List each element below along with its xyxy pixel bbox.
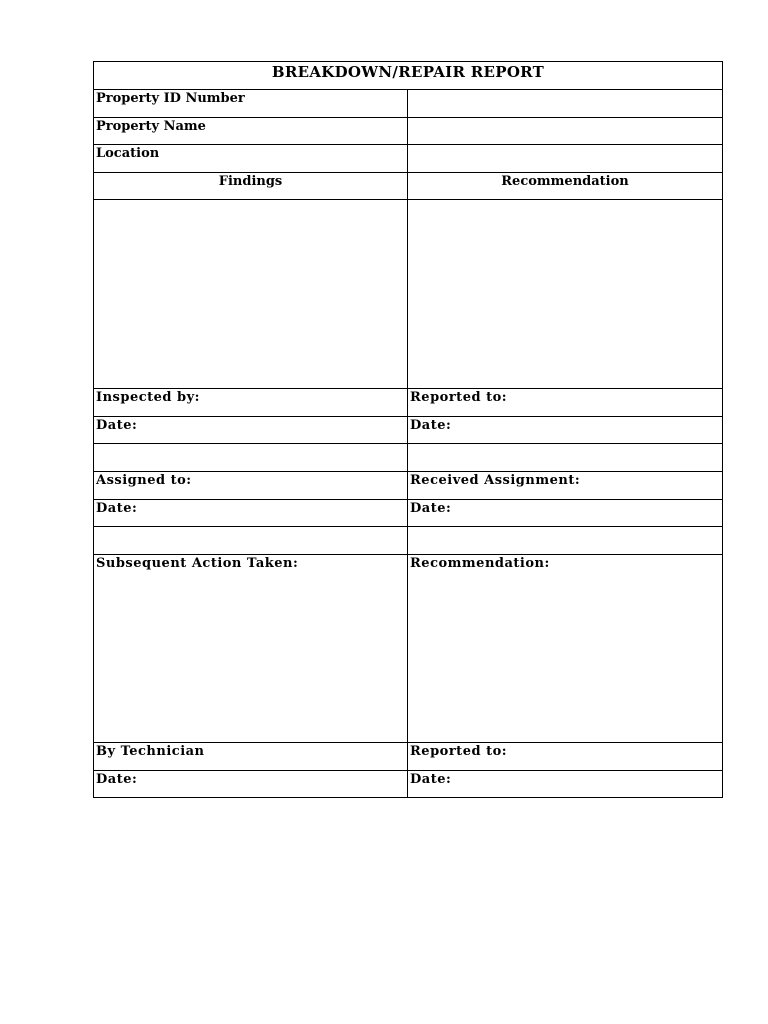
received-date-label: Date:: [408, 500, 723, 527]
blank-spacer-cell: [94, 444, 408, 472]
reported-to-label: Reported to:: [408, 389, 723, 417]
property-id-label: Property ID Number: [94, 90, 408, 118]
property-id-field[interactable]: [408, 90, 723, 118]
inspected-by-label: Inspected by:: [94, 389, 408, 417]
blank-spacer-cell: [408, 444, 723, 472]
findings-header: Findings: [94, 173, 408, 200]
location-label: Location: [94, 145, 408, 173]
findings-field[interactable]: [94, 200, 408, 389]
by-technician-label: By Technician: [94, 743, 408, 771]
reported-date-label: Date:: [408, 417, 723, 444]
breakdown-repair-report-form: [93, 61, 723, 798]
blank-spacer-cell: [408, 527, 723, 555]
received-assignment-label: Received Assignment:: [408, 472, 723, 500]
location-field[interactable]: [408, 145, 723, 173]
property-name-field[interactable]: [408, 118, 723, 145]
inspected-date-label: Date:: [94, 417, 408, 444]
assigned-to-label: Assigned to:: [94, 472, 408, 500]
recommendation-label: Recommendation:: [408, 555, 723, 743]
property-name-label: Property Name: [94, 118, 408, 145]
assigned-date-label: Date:: [94, 500, 408, 527]
blank-spacer-cell: [94, 527, 408, 555]
recommendation-field[interactable]: [408, 200, 723, 389]
report-title: BREAKDOWN/REPAIR REPORT: [94, 62, 723, 90]
technician-reported-to-label: Reported to:: [408, 743, 723, 771]
technician-date-label: Date:: [94, 771, 408, 798]
subsequent-action-label: Subsequent Action Taken:: [94, 555, 408, 743]
recommendation-header: Recommendation: [408, 173, 723, 200]
technician-reported-date-label: Date:: [408, 771, 723, 798]
